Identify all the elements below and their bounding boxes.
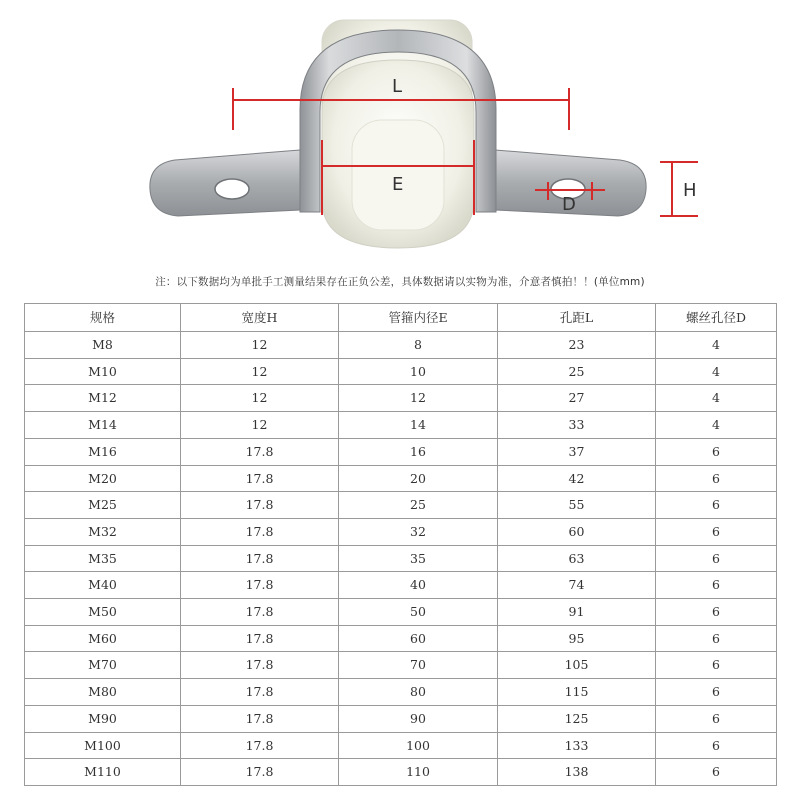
cell-screw-hole-d: 6 <box>656 652 777 679</box>
cell-hole-distance-l: 60 <box>498 518 656 545</box>
cell-screw-hole-d: 6 <box>656 518 777 545</box>
table-row <box>25 465 777 492</box>
table-row <box>25 759 777 786</box>
table-row <box>25 732 777 759</box>
table-row <box>25 358 777 385</box>
cell-spec: M20 <box>25 465 181 492</box>
cell-inner-diameter-e: 60 <box>339 625 498 652</box>
cell-screw-hole-d: 4 <box>656 385 777 412</box>
cell-inner-diameter-e: 32 <box>339 518 498 545</box>
pipe-clamp-diagram <box>0 0 800 262</box>
cell-width-h: 12 <box>181 332 339 359</box>
cell-hole-distance-l: 138 <box>498 759 656 786</box>
header-width-h: 宽度H <box>181 304 339 332</box>
cell-width-h: 17.8 <box>181 705 339 732</box>
cell-screw-hole-d: 6 <box>656 465 777 492</box>
cell-spec: M25 <box>25 492 181 519</box>
cell-hole-distance-l: 91 <box>498 599 656 626</box>
cell-hole-distance-l: 33 <box>498 412 656 439</box>
cell-hole-distance-l: 42 <box>498 465 656 492</box>
cell-width-h: 17.8 <box>181 679 339 706</box>
table-row <box>25 572 777 599</box>
spec-table <box>24 303 777 786</box>
cell-width-h: 12 <box>181 412 339 439</box>
table-row <box>25 518 777 545</box>
header-hole-distance-l: 孔距L <box>498 304 656 332</box>
cell-inner-diameter-e: 16 <box>339 438 498 465</box>
disclaimer-note: 注：以下数据均为单批手工测量结果存在正负公差，具体数据请以实物为准，介意者慎拍！！(单位mm) <box>155 276 645 288</box>
header-row <box>25 304 777 332</box>
cell-hole-distance-l: 25 <box>498 358 656 385</box>
table-row <box>25 705 777 732</box>
cell-hole-distance-l: 23 <box>498 332 656 359</box>
cell-width-h: 17.8 <box>181 652 339 679</box>
header-inner-diameter-e: 管箍内径E <box>339 304 498 332</box>
cell-screw-hole-d: 4 <box>656 332 777 359</box>
table-row <box>25 679 777 706</box>
table-row <box>25 438 777 465</box>
cell-spec: M35 <box>25 545 181 572</box>
dimension-H <box>660 162 698 216</box>
table-row <box>25 385 777 412</box>
cell-hole-distance-l: 125 <box>498 705 656 732</box>
cell-spec: M40 <box>25 572 181 599</box>
cell-inner-diameter-e: 25 <box>339 492 498 519</box>
label-L: L <box>392 76 403 97</box>
cell-width-h: 17.8 <box>181 465 339 492</box>
cell-spec: M8 <box>25 332 181 359</box>
cell-spec: M80 <box>25 679 181 706</box>
cell-hole-distance-l: 115 <box>498 679 656 706</box>
cell-hole-distance-l: 95 <box>498 625 656 652</box>
cell-inner-diameter-e: 50 <box>339 599 498 626</box>
cell-screw-hole-d: 6 <box>656 732 777 759</box>
table-row <box>25 332 777 359</box>
cell-width-h: 17.8 <box>181 759 339 786</box>
cell-inner-diameter-e: 20 <box>339 465 498 492</box>
cell-spec: M70 <box>25 652 181 679</box>
header-spec: 规格 <box>25 304 181 332</box>
cell-width-h: 17.8 <box>181 625 339 652</box>
cell-screw-hole-d: 6 <box>656 572 777 599</box>
cell-inner-diameter-e: 12 <box>339 385 498 412</box>
cell-spec: M14 <box>25 412 181 439</box>
cell-spec: M12 <box>25 385 181 412</box>
left-screw-hole <box>215 179 249 199</box>
cell-inner-diameter-e: 80 <box>339 679 498 706</box>
table-row <box>25 492 777 519</box>
cell-spec: M100 <box>25 732 181 759</box>
cell-width-h: 17.8 <box>181 438 339 465</box>
cell-width-h: 17.8 <box>181 518 339 545</box>
label-H: H <box>683 180 697 201</box>
cell-screw-hole-d: 6 <box>656 679 777 706</box>
cell-screw-hole-d: 6 <box>656 599 777 626</box>
cell-spec: M16 <box>25 438 181 465</box>
cell-spec: M90 <box>25 705 181 732</box>
cell-inner-diameter-e: 14 <box>339 412 498 439</box>
cell-hole-distance-l: 63 <box>498 545 656 572</box>
table-body <box>25 332 777 786</box>
cell-spec: M60 <box>25 625 181 652</box>
cell-spec: M10 <box>25 358 181 385</box>
cell-hole-distance-l: 74 <box>498 572 656 599</box>
label-E: E <box>392 174 404 195</box>
cell-screw-hole-d: 4 <box>656 412 777 439</box>
cell-inner-diameter-e: 10 <box>339 358 498 385</box>
cell-hole-distance-l: 37 <box>498 438 656 465</box>
cell-screw-hole-d: 6 <box>656 705 777 732</box>
left-flange <box>150 150 300 216</box>
cell-inner-diameter-e: 35 <box>339 545 498 572</box>
cell-inner-diameter-e: 40 <box>339 572 498 599</box>
cell-screw-hole-d: 4 <box>656 358 777 385</box>
cell-inner-diameter-e: 8 <box>339 332 498 359</box>
cell-hole-distance-l: 105 <box>498 652 656 679</box>
cell-width-h: 12 <box>181 385 339 412</box>
cell-screw-hole-d: 6 <box>656 438 777 465</box>
label-D: D <box>562 194 576 215</box>
cell-inner-diameter-e: 70 <box>339 652 498 679</box>
cell-hole-distance-l: 55 <box>498 492 656 519</box>
cell-spec: M50 <box>25 599 181 626</box>
header-screw-hole-d: 螺丝孔径D <box>656 304 777 332</box>
cell-screw-hole-d: 6 <box>656 625 777 652</box>
table-row <box>25 652 777 679</box>
cell-spec: M110 <box>25 759 181 786</box>
cell-width-h: 12 <box>181 358 339 385</box>
cell-width-h: 17.8 <box>181 492 339 519</box>
cell-screw-hole-d: 6 <box>656 759 777 786</box>
cell-inner-diameter-e: 90 <box>339 705 498 732</box>
cell-width-h: 17.8 <box>181 572 339 599</box>
cell-screw-hole-d: 6 <box>656 545 777 572</box>
cell-width-h: 17.8 <box>181 732 339 759</box>
table-row <box>25 599 777 626</box>
table-row <box>25 545 777 572</box>
cell-inner-diameter-e: 110 <box>339 759 498 786</box>
table-row <box>25 625 777 652</box>
cell-width-h: 17.8 <box>181 599 339 626</box>
table-header <box>25 304 777 332</box>
cell-inner-diameter-e: 100 <box>339 732 498 759</box>
cell-spec: M32 <box>25 518 181 545</box>
cell-width-h: 17.8 <box>181 545 339 572</box>
table-row <box>25 412 777 439</box>
cell-hole-distance-l: 27 <box>498 385 656 412</box>
cell-screw-hole-d: 6 <box>656 492 777 519</box>
cell-hole-distance-l: 133 <box>498 732 656 759</box>
